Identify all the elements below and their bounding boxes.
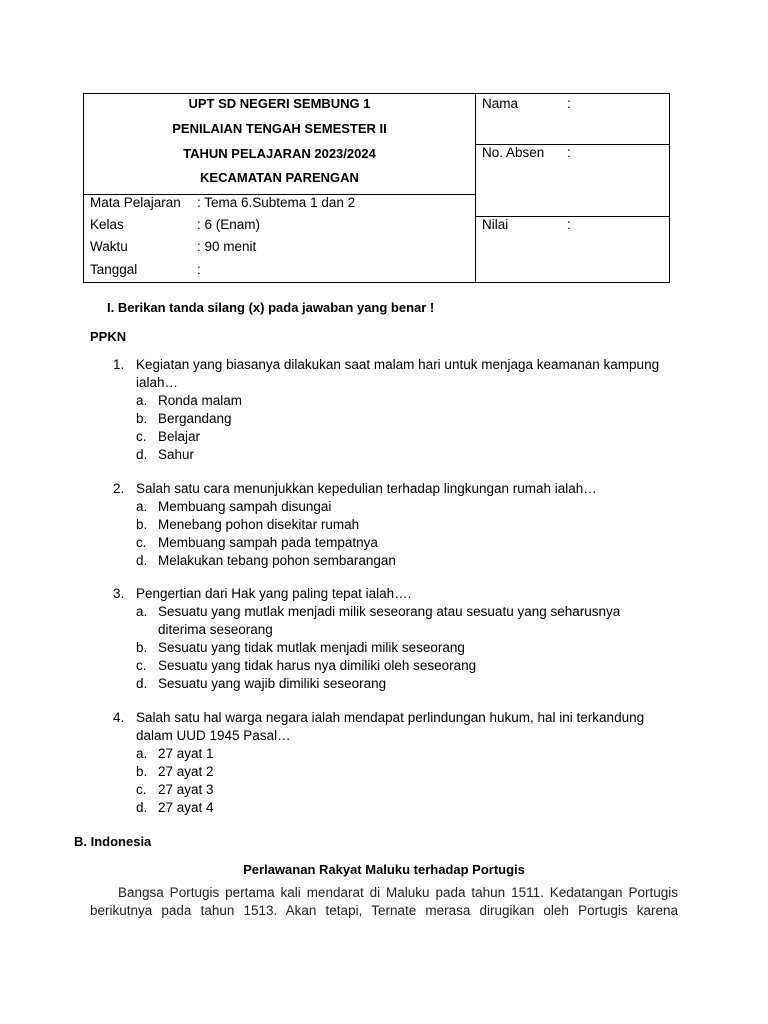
- answer-option[interactable]: [0, 498, 768, 516]
- answer-option[interactable]: [0, 763, 768, 781]
- question-number: 1.: [113, 357, 125, 372]
- date-value: :: [197, 262, 201, 277]
- date-label: Tanggal: [90, 262, 138, 277]
- absen-label: No. Absen: [482, 145, 545, 160]
- option-text: Membuang sampah pada tempatnya: [158, 535, 378, 550]
- table-divider-vertical: [475, 94, 476, 282]
- answer-option[interactable]: [0, 675, 768, 693]
- score-field[interactable]: :: [567, 217, 571, 232]
- option-text: 27 ayat 4: [158, 800, 214, 815]
- school-name: UPT SD NEGERI SEMBUNG 1: [188, 96, 371, 111]
- option-letter: b.: [136, 764, 148, 779]
- question-number: 2.: [113, 481, 125, 496]
- header-table: [83, 93, 670, 283]
- option-text: Bergandang: [158, 411, 232, 426]
- option-text: Membuang sampah disungai: [158, 499, 332, 514]
- question-text: Salah satu cara menunjukkan kepedulian terhadap lingkungan rumah ialah…: [136, 481, 597, 496]
- name-label: Nama: [482, 96, 519, 111]
- time-value: : 90 menit: [197, 239, 257, 254]
- class-value: : 6 (Enam): [197, 217, 261, 232]
- option-text: Sesuatu yang tidak harus nya dimiliki oleh seseorang: [158, 658, 477, 673]
- question-text: Pengertian dari Hak yang paling tepat ialah….: [136, 586, 412, 601]
- option-text: Melakukan tebang pohon sembarangan: [158, 553, 396, 568]
- option-letter: a.: [136, 499, 148, 514]
- option-letter: d.: [136, 447, 148, 462]
- story-line: berikutnya pada tahun 1513. Akan tetapi, Ternate merasa dirugikan oleh Portugis karena: [90, 903, 678, 918]
- name-field[interactable]: :: [567, 96, 571, 111]
- answer-option[interactable]: [0, 781, 768, 799]
- answer-option[interactable]: [0, 799, 768, 817]
- option-text: Sesuatu yang tidak mutlak menjadi milik seseorang: [158, 640, 465, 655]
- academic-year: TAHUN PELAJARAN 2023/2024: [183, 146, 376, 161]
- option-letter: a.: [136, 746, 148, 761]
- question-number: 3.: [113, 586, 125, 601]
- option-text: 27 ayat 1: [158, 746, 214, 761]
- instruction: I. Berikan tanda silang (x) pada jawaban yang benar !: [107, 300, 435, 315]
- option-text: Belajar: [158, 429, 201, 444]
- option-letter: c.: [136, 658, 147, 673]
- section-ppkn-heading: PPKN: [90, 329, 127, 344]
- option-letter: a.: [136, 604, 148, 619]
- option-letter: a.: [136, 393, 148, 408]
- score-label: Nilai: [482, 217, 509, 232]
- option-letter: c.: [136, 429, 147, 444]
- option-letter: b.: [136, 517, 148, 532]
- option-text: Ronda malam: [158, 393, 243, 408]
- option-letter: b.: [136, 411, 148, 426]
- answer-option[interactable]: [0, 745, 768, 763]
- subject-value: : Tema 6.Subtema 1 dan 2: [197, 195, 356, 210]
- answer-option[interactable]: [0, 552, 768, 570]
- option-text: Menebang pohon disekitar rumah: [158, 517, 360, 532]
- option-letter: c.: [136, 535, 147, 550]
- story-paragraph: [90, 884, 678, 920]
- class-label: Kelas: [90, 217, 124, 232]
- option-text: Sahur: [158, 447, 195, 462]
- option-letter: d.: [136, 553, 148, 568]
- answer-option[interactable]: [0, 603, 768, 639]
- district: KECAMATAN PARENGAN: [200, 170, 359, 185]
- absen-field[interactable]: :: [567, 145, 571, 160]
- subject-label: Mata Pelajaran: [90, 195, 181, 210]
- answer-option[interactable]: [0, 446, 768, 464]
- option-letter: d.: [136, 800, 148, 815]
- story-line: Bangsa Portugis pertama kali mendarat di Maluku pada tahun 1511. Kedatangan Portugis: [118, 885, 678, 900]
- answer-option[interactable]: [0, 534, 768, 552]
- answer-option[interactable]: [0, 639, 768, 657]
- option-letter: d.: [136, 676, 148, 691]
- option-letter: c.: [136, 782, 147, 797]
- story-title: Perlawanan Rakyat Maluku terhadap Portugis: [243, 862, 525, 877]
- exam-title: PENILAIAN TENGAH SEMESTER II: [172, 121, 387, 136]
- question-text: Salah satu hal warga negara ialah mendapat perlindungan hukum, hal ini terkandung dalam UUD 1945 Pasal…: [136, 710, 645, 743]
- option-text: Sesuatu yang mutlak menjadi milik seseorang atau sesuatu yang seharusnya diterima seseorang: [158, 604, 621, 637]
- answer-option[interactable]: [0, 657, 768, 675]
- section-indonesia-heading: B. Indonesia: [74, 834, 152, 849]
- option-text: 27 ayat 3: [158, 782, 214, 797]
- option-text: 27 ayat 2: [158, 764, 214, 779]
- question-number: 4.: [113, 710, 125, 725]
- question-text: Kegiatan yang biasanya dilakukan saat malam hari untuk menjaga keamanan kampung ialah…: [136, 357, 660, 390]
- option-text: Sesuatu yang wajib dimiliki seseorang: [158, 676, 387, 691]
- time-label: Waktu: [90, 239, 128, 254]
- answer-option[interactable]: [0, 428, 768, 446]
- answer-option[interactable]: [0, 410, 768, 428]
- answer-option[interactable]: [0, 516, 768, 534]
- answer-option[interactable]: [0, 392, 768, 410]
- option-letter: b.: [136, 640, 148, 655]
